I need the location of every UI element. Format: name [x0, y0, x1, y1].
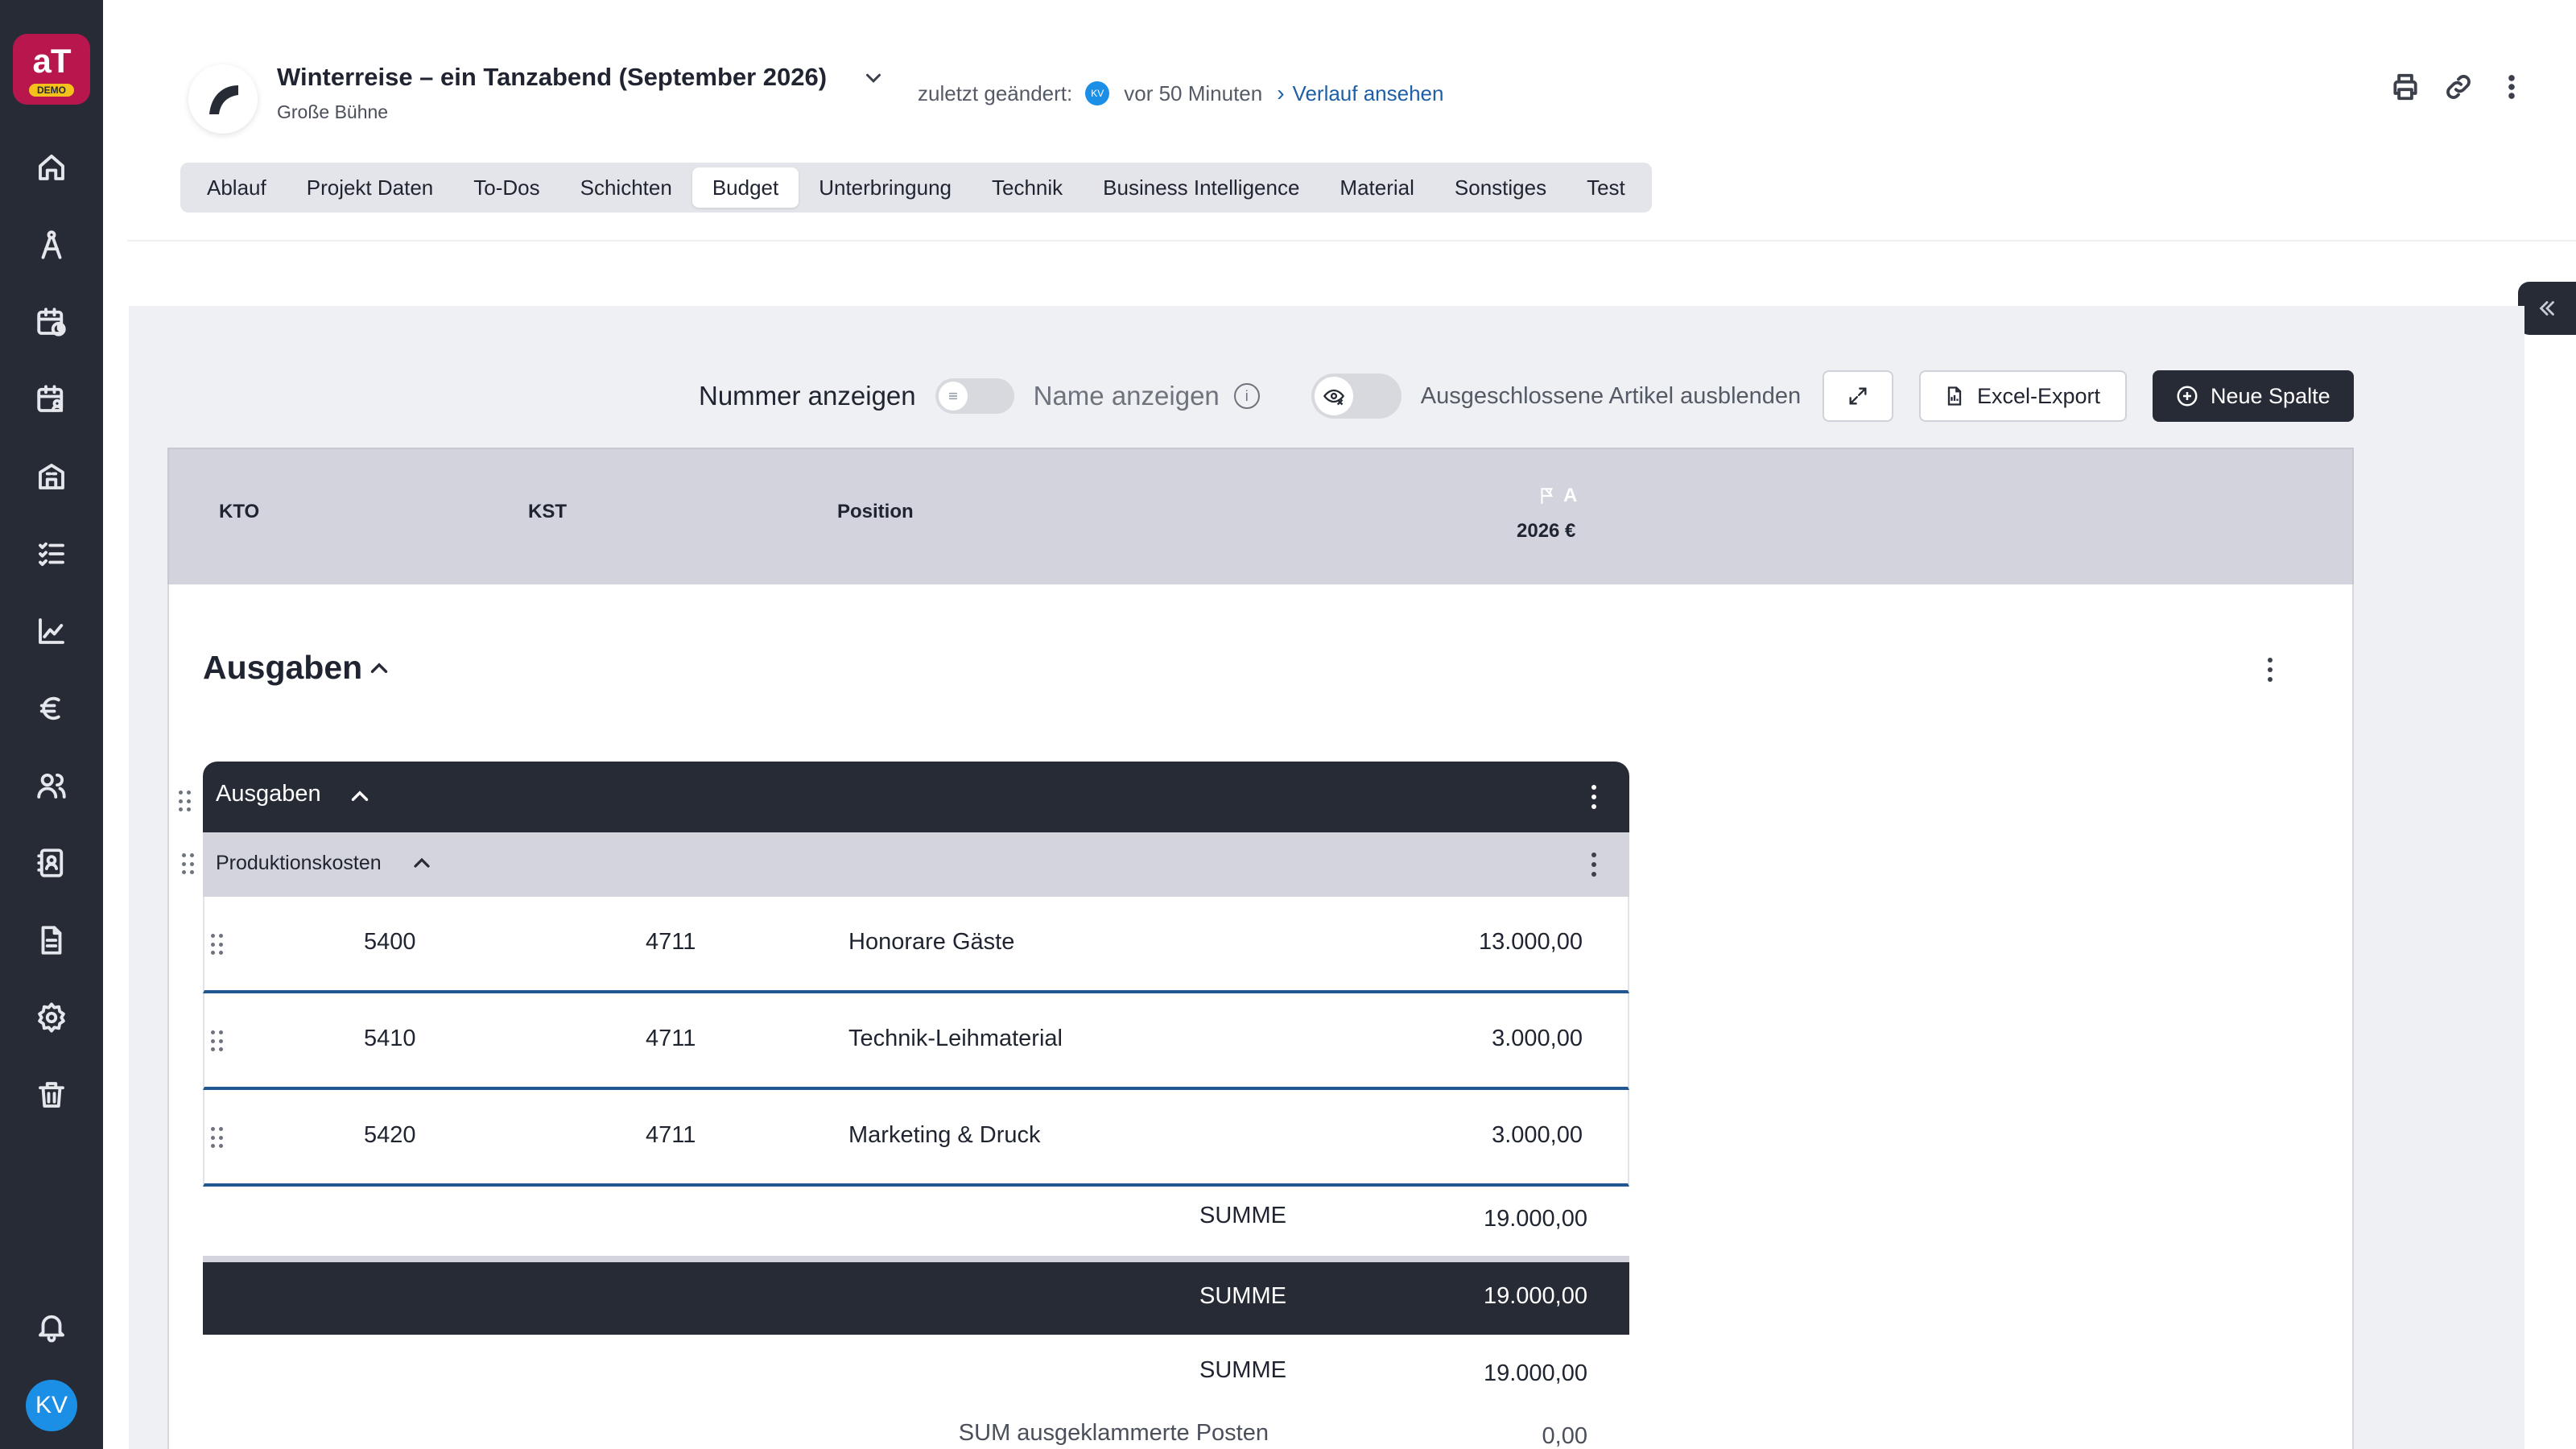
subgroup-header — [203, 832, 1629, 897]
hide-excluded-toggle[interactable] — [1311, 374, 1402, 419]
sum-value: 19.000,00 — [1483, 1360, 1587, 1386]
bell-icon[interactable] — [32, 1307, 71, 1346]
calendar-user-icon[interactable] — [32, 380, 71, 419]
tab-business-intelligence[interactable]: Business Intelligence — [1103, 175, 1300, 200]
home-icon[interactable] — [32, 148, 71, 187]
contacts-icon[interactable] — [32, 844, 71, 882]
sum-value: 19.000,00 — [1483, 1283, 1587, 1309]
column-version[interactable] — [1538, 485, 1577, 507]
list-icon — [939, 382, 968, 411]
collapse-panel-button[interactable] — [2518, 282, 2576, 335]
version-label: A — [1563, 485, 1578, 506]
drag-handle-icon[interactable] — [211, 1127, 224, 1150]
users-icon[interactable] — [32, 766, 71, 805]
section-title[interactable] — [203, 649, 393, 687]
drag-handle-icon[interactable] — [182, 853, 195, 876]
drag-handle-icon[interactable] — [179, 791, 192, 813]
row-position: Honorare Gäste — [848, 929, 1015, 955]
sum-label: SUMME — [1199, 1357, 1286, 1383]
more-vertical-icon[interactable] — [2496, 71, 2528, 103]
budget-table-header — [167, 448, 2354, 586]
table-row[interactable] — [203, 1090, 1629, 1187]
row-position: Marketing & Druck — [848, 1122, 1041, 1148]
row-kto: 5420 — [364, 1122, 416, 1148]
tab-test[interactable]: Test — [1587, 175, 1625, 200]
chart-icon[interactable] — [32, 612, 71, 650]
tab-technik[interactable]: Technik — [992, 175, 1063, 200]
drag-handle-icon[interactable] — [211, 1030, 224, 1053]
chevron-up-icon — [365, 654, 393, 682]
eye-off-icon — [1315, 377, 1353, 415]
last-changed — [918, 80, 1443, 106]
column-year[interactable]: 2026 € — [1517, 520, 1576, 542]
tab-projekt-daten[interactable]: Projekt Daten — [306, 175, 434, 200]
subgroup-title: Produktionskosten — [216, 852, 382, 874]
new-column-label: Neue Spalte — [2211, 383, 2330, 408]
new-column-button[interactable] — [2153, 370, 2354, 422]
title-dropdown-chevron-icon[interactable] — [861, 66, 886, 90]
section-title-label: Ausgaben — [203, 649, 363, 686]
row-value: 3.000,00 — [1492, 1122, 1583, 1148]
flag-icon — [1538, 485, 1558, 506]
row-kto: 5400 — [364, 929, 416, 955]
excel-export-label: Excel-Export — [1977, 383, 2101, 408]
show-number-label: Nummer anzeigen — [699, 381, 916, 411]
show-name-label: Name anzeigen — [1033, 381, 1220, 411]
sidebar — [0, 0, 103, 1449]
sum-label: SUMME — [1199, 1283, 1286, 1309]
link-icon[interactable] — [2442, 71, 2475, 103]
app-logo-text: aT — [32, 42, 71, 80]
sum-value: 19.000,00 — [1483, 1206, 1587, 1232]
row-position: Technik-Leihmaterial — [848, 1026, 1063, 1051]
changed-user-avatar: KV — [1085, 81, 1109, 105]
group-header — [203, 762, 1629, 832]
hide-excluded-label: Ausgeschlossene Artikel ausblenden — [1420, 382, 1802, 409]
tab-bar — [180, 163, 1652, 213]
production-logo — [188, 64, 258, 134]
chevron-right-icon: › — [1277, 80, 1285, 105]
column-position[interactable]: Position — [837, 501, 914, 522]
group-menu-icon[interactable] — [1586, 781, 1602, 813]
print-icon[interactable] — [2389, 71, 2421, 103]
chevron-up-icon[interactable] — [346, 782, 374, 810]
tab-budget[interactable]: Budget — [692, 167, 799, 208]
tab-sonstiges[interactable]: Sonstiges — [1454, 175, 1547, 200]
excluded-sum-value: 0,00 — [1542, 1423, 1587, 1449]
compass-icon[interactable] — [32, 225, 71, 264]
sum-label: SUMME — [1199, 1203, 1286, 1228]
tab-material[interactable]: Material — [1340, 175, 1414, 200]
expand-icon — [1847, 385, 1869, 407]
calendar-clock-icon[interactable] — [32, 303, 71, 341]
row-kst: 4711 — [646, 929, 696, 955]
tab-schichten[interactable]: Schichten — [580, 175, 672, 200]
settings-icon[interactable] — [32, 998, 71, 1037]
info-icon[interactable]: i — [1234, 383, 1260, 409]
page-title: Winterreise – ein Tanzabend (September 2026) — [277, 63, 828, 91]
table-row[interactable] — [203, 897, 1629, 993]
document-icon[interactable] — [32, 921, 71, 960]
building-icon[interactable] — [32, 457, 71, 496]
section-menu-icon[interactable] — [2262, 654, 2278, 686]
drag-handle-icon[interactable] — [211, 934, 224, 956]
tab-unterbringung[interactable]: Unterbringung — [819, 175, 952, 200]
fullscreen-button[interactable] — [1823, 370, 1893, 422]
row-kst: 4711 — [646, 1122, 696, 1148]
table-row[interactable] — [203, 993, 1629, 1090]
euro-icon[interactable] — [32, 689, 71, 728]
show-number-toggle[interactable] — [935, 378, 1014, 414]
subgroup-menu-icon[interactable] — [1586, 848, 1602, 881]
demo-badge: DEMO — [29, 84, 74, 97]
trash-icon[interactable] — [32, 1075, 71, 1114]
tab-ablauf[interactable]: Ablauf — [207, 175, 266, 200]
page-subtitle: Große Bühne — [277, 101, 389, 122]
checklist-icon[interactable] — [32, 535, 71, 573]
changed-label: zuletzt geändert: — [918, 80, 1073, 105]
history-link[interactable]: Verlauf ansehen — [1292, 80, 1444, 105]
tab-to-dos[interactable]: To-Dos — [473, 175, 540, 200]
user-avatar[interactable]: KV — [26, 1380, 77, 1431]
row-kto: 5410 — [364, 1026, 416, 1051]
header-divider — [127, 240, 2576, 242]
group-title: Ausgaben — [216, 781, 321, 807]
column-kto[interactable]: KTO — [219, 501, 260, 522]
column-kst[interactable]: KST — [528, 501, 567, 522]
changed-time: vor 50 Minuten — [1124, 80, 1263, 105]
plus-circle-icon — [2175, 384, 2199, 408]
row-value: 13.000,00 — [1478, 929, 1583, 955]
row-kst: 4711 — [646, 1026, 696, 1051]
row-value: 3.000,00 — [1492, 1026, 1583, 1051]
chevron-up-icon[interactable] — [409, 850, 435, 876]
group-sum-row — [203, 1256, 1629, 1335]
app-logo[interactable] — [13, 34, 90, 105]
excluded-sum-label: SUM ausgeklammerte Posten — [958, 1420, 1269, 1446]
file-icon — [1943, 385, 1966, 407]
budget-toolbar — [699, 370, 1801, 422]
header-actions — [2389, 71, 2528, 103]
excel-export-button[interactable] — [1919, 370, 2127, 422]
